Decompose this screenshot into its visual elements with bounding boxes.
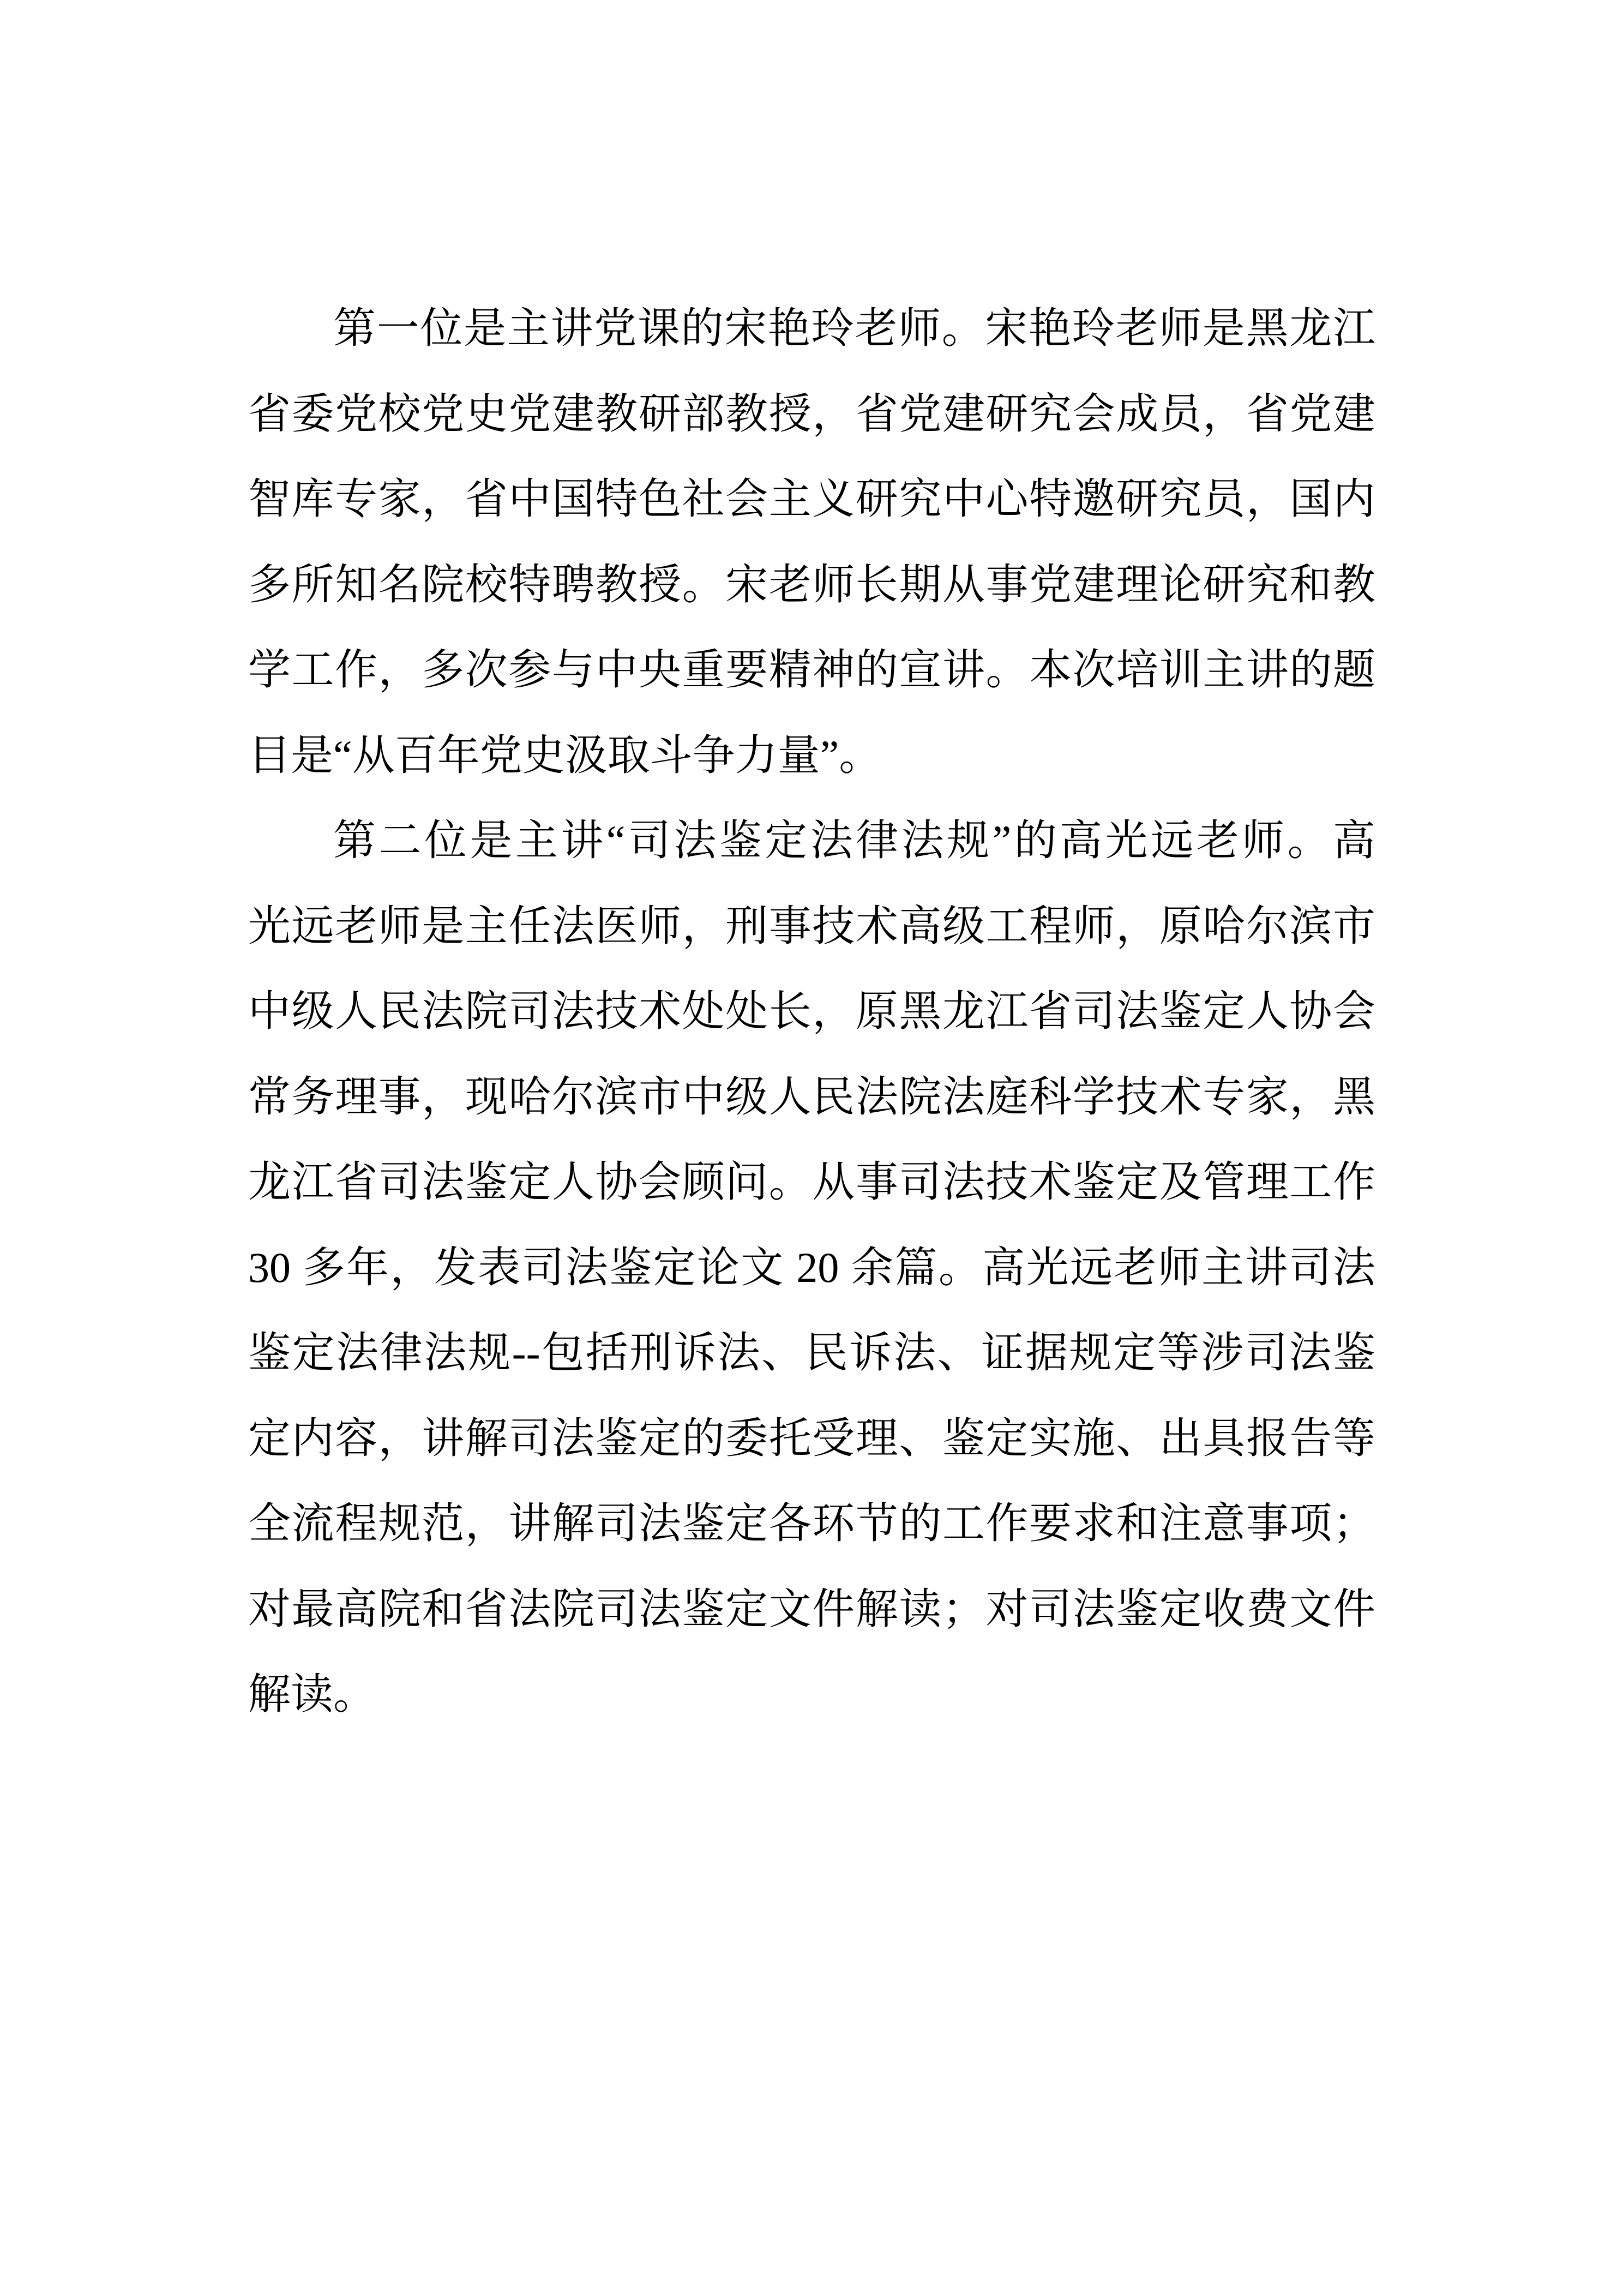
text-line: 中级人民法院司法技术处处长，原黑龙江省司法鉴定人协会 xyxy=(248,987,1375,1035)
text-line: 第二位是主讲“司法鉴定法律法规”的高光远老师。高 xyxy=(333,817,1375,864)
text-line: 龙江省司法鉴定人协会顾问。从事司法技术鉴定及管理工作 xyxy=(248,1158,1375,1206)
text-line: 解读。 xyxy=(248,1670,376,1718)
text-line: 全流程规范，讲解司法鉴定各环节的工作要求和注意事项； xyxy=(248,1500,1375,1547)
text-line: 目是“从百年党史汲取斗争力量”。 xyxy=(248,731,882,779)
document-body xyxy=(248,286,1375,1737)
text-line: 常务理事，现哈尔滨市中级人民法院法庭科学技术专家，黑 xyxy=(248,1072,1375,1120)
text-line: 省委党校党史党建教研部教授，省党建研究会成员，省党建 xyxy=(248,389,1375,437)
text-line: 30 多年，发表司法鉴定论文 20 余篇。高光远老师主讲司法 xyxy=(248,1243,1375,1291)
text-line: 多所知名院校特聘教授。宋老师长期从事党建理论研究和教 xyxy=(248,560,1375,608)
text-line: 智库专家，省中国特色社会主义研究中心特邀研究员，国内 xyxy=(248,475,1375,523)
text-line: 学工作，多次参与中央重要精神的宣讲。本次培训主讲的题 xyxy=(248,646,1375,693)
text-line: 第一位是主讲党课的宋艳玲老师。宋艳玲老师是黑龙江 xyxy=(333,304,1375,352)
text-line: 鉴定法律法规--包括刑诉法、民诉法、证据规定等涉司法鉴 xyxy=(248,1329,1375,1376)
text-line: 光远老师是主任法医师，刑事技术高级工程师，原哈尔滨市 xyxy=(248,902,1375,950)
text-line: 定内容，讲解司法鉴定的委托受理、鉴定实施、出具报告等 xyxy=(248,1414,1375,1462)
text-line: 对最高院和省法院司法鉴定文件解读；对司法鉴定收费文件 xyxy=(248,1585,1375,1633)
